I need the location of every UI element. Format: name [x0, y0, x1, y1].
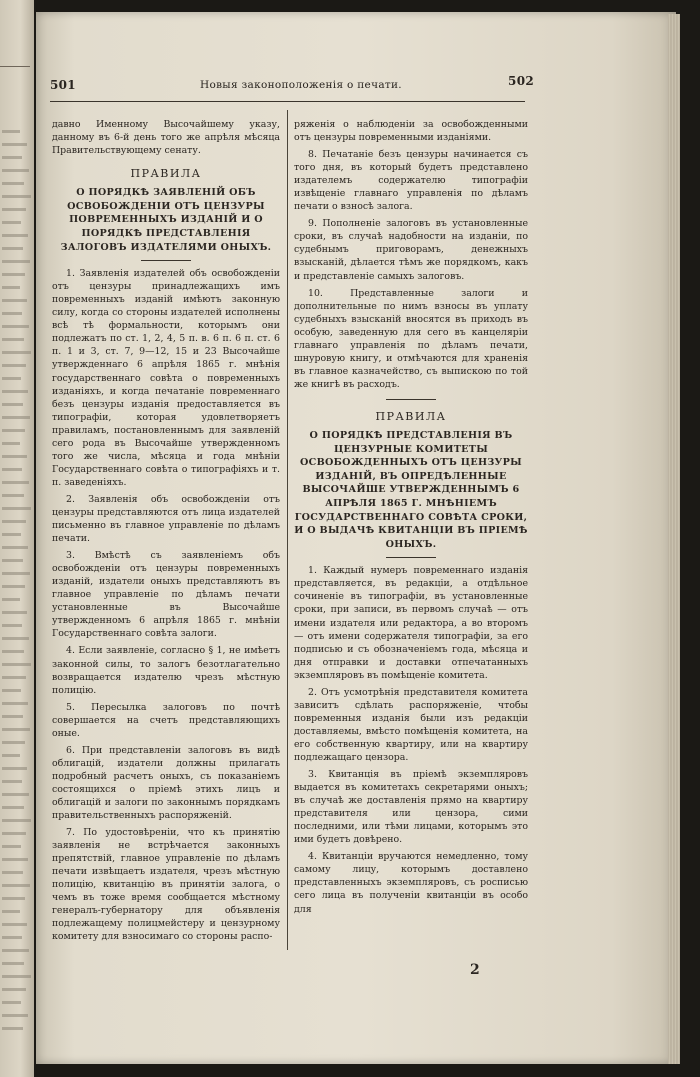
previous-page-text-line: [2, 715, 23, 718]
previous-page-text-line: [2, 572, 30, 575]
previous-page-text-line: [2, 884, 30, 887]
page-number-left: 501: [50, 78, 76, 92]
previous-page-edge: [0, 0, 34, 1077]
previous-page-text-line: [2, 988, 26, 991]
previous-page-text-line: [2, 650, 24, 653]
previous-page-text-line: [2, 364, 26, 367]
previous-page-text-line: [2, 585, 25, 588]
previous-page-text-line: [2, 507, 31, 510]
previous-page-text-line: [2, 806, 24, 809]
left-heading-divider: [141, 260, 191, 261]
column-divider: [287, 110, 288, 950]
previous-page-text-line: [2, 741, 25, 744]
previous-page-text-line: [2, 403, 23, 406]
previous-page-text-line: [2, 260, 30, 263]
running-header: [50, 74, 534, 100]
previous-page-text-line: [2, 273, 25, 276]
right-paragraph: 10. Представленные залоги и дополнительные по нимъ взносы въ уплату судебныхъ взысканій вносятся въ приходъ въ особую, заведенную для сего въ канцеляріи главнаго управленія по дѣламъ печати, шнуровую книгу, и отмѣчаются для храненія въ главное казначейство, съ выпискою по той же книгѣ въ расходъ.: [294, 287, 528, 390]
left-rules-title: ПРАВИЛА: [130, 167, 202, 181]
previous-page-text-line: [2, 494, 24, 497]
right-section-heading: О ПОРЯДКѢ ПРЕДСТАВЛЕНІЯ ВЪ ЦЕНЗУРНЫЕ КОМИТЕТЫ ОСВОБОЖДЕННЫХЪ ОТЪ ЦЕНЗУРЫ ИЗДАНІЙ, ВЪ ОПРЕДѢЛЕННЫЕ ВЫСОЧАЙШЕ УТВЕРЖДЕННЫМЪ 6 АПРѢЛЯ 1865 Г. МНѢНІЕМЪ ГОСУДАРСТВЕННАГО СОВѢТА СРОКИ, И О ВЫДАЧѢ КВИТАНЦІИ ВЪ ПРІЕМѢ ОНЫХЪ.: [294, 429, 528, 550]
left-paragraph: 6. При представленіи залоговъ въ видѣ облигацій, издатели должны прилагать подробный расчетъ оныхъ, съ показаніемъ состоящихся о пріемѣ этихъ лицъ и облигацій и залоги по законнымъ порядкамъ правительственныхъ распоряженій.: [52, 744, 280, 822]
previous-page-text-line: [2, 195, 31, 198]
previous-page-text-line: [2, 728, 30, 731]
previous-page-text-line: [2, 793, 29, 796]
previous-page-text-line: [2, 455, 27, 458]
previous-page-text-line: [2, 845, 21, 848]
previous-page-text-line: [2, 130, 20, 133]
right-rules-title: ПРАВИЛА: [375, 409, 447, 423]
left-column: [52, 118, 280, 948]
previous-page-text-line: [2, 416, 30, 419]
previous-page-text-line: [2, 832, 26, 835]
left-paragraph: 3. Вмѣстѣ съ заявленіемъ объ освобожденіи отъ цензуры повременныхъ изданій, издатели оныхъ представляютъ въ главное управленіе по дѣламъ печати установленные въ Высочайше утвержденномъ 6 апрѣля 1865 г. мнѣніи Государственнаго совѣта залоги.: [52, 550, 280, 640]
previous-page-text-line: [2, 247, 23, 250]
left-section-heading: О ПОРЯДКѢ ЗАЯВЛЕНІЙ ОБЪ ОСВОБОЖДЕНІИ ОТЪ ЦЕНЗУРЫ ПОВРЕМЕННЫХЪ ИЗДАНІЙ И О ПОРЯДКѢ ПРЕДСТАВЛЕНІЯ ЗАЛОГОВЪ ИЗДАТЕЛЯМИ ОНЫХЪ.: [60, 187, 272, 253]
previous-page-text-line: [2, 858, 28, 861]
previous-page-text-line: [2, 624, 22, 627]
page-stack-edge: [668, 14, 680, 1064]
previous-page-text-line: [2, 923, 27, 926]
previous-page-text-line: [2, 676, 26, 679]
previous-page-text-line: [2, 468, 22, 471]
previous-page-text-line: [2, 1001, 21, 1004]
previous-page-text-line: [2, 598, 20, 601]
previous-page-text-line: [2, 871, 23, 874]
previous-page-text-line: [2, 611, 27, 614]
right-paragraph: 8. Печатаніе безъ цензуры начинается съ того дня, въ который будетъ представлено издателемъ содержателю типографіи извѣщеніе главнаго управленія по дѣламъ печати о взносѣ залога.: [294, 149, 528, 213]
previous-page-text-line: [2, 949, 29, 952]
previous-page-text-line: [2, 442, 20, 445]
previous-page-text-line: [2, 689, 21, 692]
previous-page-text-line: [2, 351, 31, 354]
previous-page-text-line: [2, 390, 28, 393]
left-paragraph: 2. Заявленія объ освобожденіи отъ цензуры представляются отъ лица издателей письменно въ главное управленіе по дѣламъ печати.: [52, 493, 280, 545]
left-paragraph: 5. Пересылка залоговъ по почтѣ совершается на счетъ представляющихъ оные.: [52, 701, 280, 739]
previous-page-text-line: [2, 299, 27, 302]
previous-page-text-line: [2, 819, 31, 822]
previous-page-text-line: [2, 702, 28, 705]
right-section-divider: [386, 399, 436, 400]
previous-page-text-line: [2, 520, 26, 523]
right-paragraph: 9. Пополненіе залоговъ въ установленные сроки, въ случаѣ надобности на изданіи, по судебнымъ приговорамъ, денежныхъ взысканій, дѣлается тѣмъ же порядкомъ, какъ и представленіе самыхъ залоговъ.: [294, 218, 528, 282]
previous-page-text-line: [2, 143, 27, 146]
previous-page-text-line: [2, 377, 21, 380]
previous-page-text-line: [2, 754, 20, 757]
previous-page-text-line: [2, 208, 26, 211]
running-title: Новыя законоположенія о печати.: [200, 79, 402, 91]
previous-page-text-line: [2, 910, 20, 913]
right-paragraph: 2. Отъ усмотрѣнія представителя комитета зависитъ сдѣлать распоряженіе, чтобы повременныя изданія были изъ редакціи доставляемы, вмѣсто помѣщенія комитета, на его собственную квартиру, или на квартиру подлежащаго цензора.: [294, 686, 528, 763]
previous-page-text-line: [2, 962, 24, 965]
previous-page-text-line: [2, 546, 28, 549]
previous-page-text-line: [2, 936, 22, 939]
left-paragraph: 4. Если заявленіе, согласно § 1, не имѣетъ законной силы, то залогъ безотлагательно возвращается издателю чрезъ мѣстную полицію.: [52, 645, 280, 696]
previous-page-text-line: [2, 663, 31, 666]
previous-page-text-line: [2, 221, 21, 224]
previous-page-text-line: [2, 169, 29, 172]
previous-page-text-line: [2, 1014, 28, 1017]
previous-page-text-line: [2, 156, 22, 159]
right-heading-divider: [386, 557, 436, 558]
previous-page-text-line: [2, 234, 28, 237]
previous-page-text-line: [2, 780, 22, 783]
previous-page-text-line: [2, 429, 25, 432]
right-paragraph: 3. Квитанція въ пріемѣ экземпляровъ выдается въ комитетахъ секретарями оныхъ; въ случаѣ же доставленія прямо на квартиру представителя или цензора, сими последними, или тѣми лицами, которымъ это ими будетъ довѣрено.: [294, 769, 528, 846]
right-paragraph: 1. Каждый нумеръ повременнаго изданія представляется, въ редакціи, а отдѣльное сочиненіе въ типографіи, въ установленные сроки, при записи, въ первомъ случаѣ — отъ имени издателя или редактора, а во второмъ — отъ имени содержателя типографіи, за его подписью и съ обозначеніемъ года, мѣсяца и дня отправки и доставки отпечатанныхъ экземпляровъ въ помѣщеніе комитета.: [294, 565, 528, 681]
left-paragraph: 1. Заявленія издателей объ освобожденіи отъ цензуры принадлежащихъ имъ повременныхъ изданій имѣютъ законную силу, когда со стороны издателей исполнены всѣ тѣ формальности, которымъ они подлежатъ по ст. 1, 2, 4, 5 п. в. 6 п. 6 п. ст. 6 п. 1 и 3, ст. 7, 9—12, 15 и 23 Высочайше утвержденнаго 6 апрѣля 1865 г. мнѣнія государственнаго совѣта о повременныхъ изданіяхъ, и когда печатаніе повременнаго безъ цензуры изданія предоставляется въ типографіи, которая удовлетворяетъ правиламъ, постановленнымъ для заявленій сего рода въ Высочайше утвержденномъ того же числа, мѣсяца и года мнѣніи Государственнаго совѣта о типографіяхъ и т. п. заведеніяхъ.: [52, 268, 280, 488]
right-column: [294, 118, 528, 920]
right-paragraph: 4. Квитанціи вручаются немедленно, тому самому лицу, которымъ доставлено представленныхъ экземпляровъ, съ росписью сего лица въ полученіи квитанціи въ особо для: [294, 851, 528, 915]
previous-page-header-rule: [0, 52, 30, 67]
previous-page-text-line: [2, 767, 27, 770]
previous-page-text-line: [2, 897, 25, 900]
page-number-right: 502: [508, 74, 534, 88]
right-intro: ряженія о наблюденіи за освобожденными отъ цензуры повременными изданіями.: [294, 119, 528, 144]
signature-mark: 2: [470, 962, 480, 978]
previous-page-text-line: [2, 637, 29, 640]
header-rule: [50, 101, 525, 102]
left-intro: давно Именному Высочайшему указу, данному въ 6-й день того же апрѣля мѣсяца Правительствующему сенату.: [52, 119, 280, 157]
previous-page-text-line: [2, 286, 20, 289]
previous-page-text-line: [2, 481, 29, 484]
previous-page-text-line: [2, 312, 22, 315]
previous-page-text-line: [2, 533, 21, 536]
previous-page-text-line: [2, 1027, 23, 1030]
previous-page-text-line: [2, 975, 31, 978]
left-paragraph: 7. По удостовѣреніи, что къ принятію заявленія не встрѣчается законныхъ препятствій, главное управленіе по дѣламъ печати извѣщаетъ издателя, чрезъ мѣстную полицію, квитанцію въ принятіи залога, о чемъ въ тоже время сообщается мѣстному генералъ-губернатору для объявленія подлежащему полицмейстеру и цензурному комитету для взносимаго со стороны распо-: [52, 827, 280, 943]
previous-page-text-line: [2, 338, 24, 341]
previous-page-text-line: [2, 325, 29, 328]
previous-page-text-line: [2, 182, 24, 185]
previous-page-text-line: [2, 559, 23, 562]
